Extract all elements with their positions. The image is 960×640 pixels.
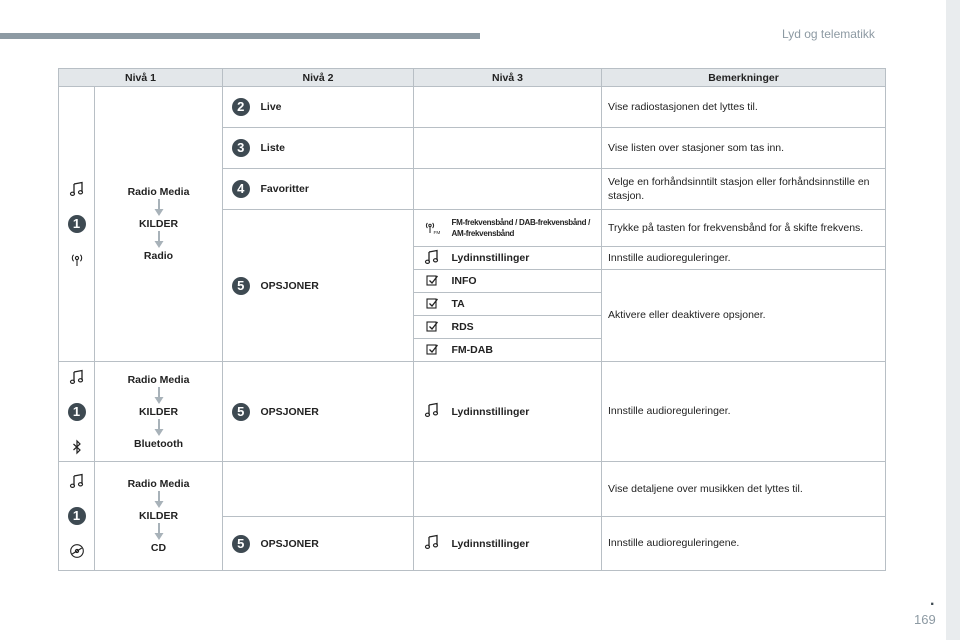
level2-opsjoner: OPSJONER	[259, 210, 414, 362]
header-level-3: Nivå 3	[414, 69, 602, 87]
table-header-row	[59, 69, 886, 87]
flow-bluetooth: Bluetooth	[134, 437, 183, 450]
flow-radio-media: Radio Media	[127, 373, 190, 386]
music-note-icon	[69, 181, 85, 197]
bluetooth-flow	[95, 362, 223, 462]
level3-info: INFO	[450, 270, 602, 293]
badge-5: 5	[232, 535, 250, 553]
table-row	[59, 87, 886, 128]
cd-level1-icons	[59, 462, 95, 571]
music-note-icon	[424, 402, 440, 418]
page-number: 169	[914, 612, 936, 627]
arrow-down-icon	[153, 387, 165, 405]
footer-marker: .	[930, 592, 935, 609]
bluetooth-icon	[69, 439, 85, 455]
note-cd-details: Vise detaljene over musikken det lyttes til.	[602, 462, 886, 517]
level3-lydinnstillinger: Lydinnstillinger	[450, 517, 602, 571]
cd-icon	[69, 543, 85, 559]
flow-radio: Radio	[143, 250, 174, 262]
level2-favoritter: Favoritter	[259, 169, 414, 210]
header-remarks: Bemerkninger	[602, 69, 886, 87]
note-live: Vise radiostasjonen det lyttes til.	[602, 87, 886, 128]
table-row	[59, 362, 886, 462]
flow-radio-media: Radio Media	[127, 186, 190, 198]
flow-kilder: KILDER	[138, 510, 179, 522]
level3-fm-dab: FM-DAB	[450, 339, 602, 362]
arrow-down-icon	[153, 231, 165, 249]
section-title: Lyd og telematikk	[782, 27, 875, 41]
badge-4: 4	[232, 180, 250, 198]
checkbox-icon	[425, 342, 439, 356]
level2-live: Live	[259, 87, 414, 128]
level2-opsjoner: OPSJONER	[259, 517, 414, 571]
radio-flow	[95, 87, 223, 362]
flow-kilder: KILDER	[138, 405, 179, 418]
level3-ta: TA	[450, 293, 602, 316]
level3-lydinnstillinger: Lydinnstillinger	[450, 362, 602, 462]
badge-3: 3	[232, 139, 250, 157]
bluetooth-level1-icons	[59, 362, 95, 462]
music-note-icon	[424, 534, 440, 550]
note-cd: Innstille audioreguleringene.	[602, 517, 886, 571]
music-note-icon	[424, 249, 440, 265]
badge-5: 5	[232, 403, 250, 421]
badge-1: 1	[68, 403, 86, 421]
level2-liste: Liste	[259, 128, 414, 169]
level2-opsjoner: OPSJONER	[259, 362, 414, 462]
level3-rds: RDS	[450, 316, 602, 339]
note-frequency-band: Trykke på tasten for frekvensbånd for å skifte frekvens.	[602, 210, 886, 247]
note-liste: Vise listen over stasjoner som tas inn.	[602, 128, 886, 169]
flow-cd: CD	[150, 542, 167, 554]
note-bluetooth: Innstille audioreguleringer.	[602, 362, 886, 462]
level3-lydinnstillinger: Lydinnstillinger	[450, 247, 602, 270]
badge-2: 2	[232, 98, 250, 116]
arrow-down-icon	[153, 199, 165, 217]
fm-antenna-icon	[423, 219, 441, 235]
table-row	[59, 462, 886, 517]
badge-1: 1	[68, 215, 86, 233]
arrow-down-icon	[153, 419, 165, 437]
cd-flow	[95, 462, 223, 571]
header-level-1: Nivå 1	[59, 69, 223, 87]
music-note-icon	[69, 369, 85, 385]
menu-structure-table	[58, 68, 886, 571]
badge-5: 5	[232, 277, 250, 295]
header-level-2: Nivå 2	[223, 69, 414, 87]
note-favoritter: Velge en forhåndsinntilt stasjon eller forhåndsinnstille en stasjon.	[602, 169, 886, 210]
level3-frequency-band: FM-frekvensbånd / DAB-frekvensbånd / AM-frekvensbånd	[450, 210, 602, 247]
radio-tower-icon	[69, 251, 85, 267]
checkbox-icon	[425, 273, 439, 287]
checkbox-icon	[425, 319, 439, 333]
checkbox-icon	[425, 296, 439, 310]
page-edge-stripe	[946, 0, 960, 640]
flow-kilder: KILDER	[138, 218, 179, 230]
arrow-down-icon	[153, 523, 165, 541]
header-accent-bar	[0, 33, 480, 39]
music-note-icon	[69, 473, 85, 489]
note-options: Aktivere eller deaktivere opsjoner.	[602, 270, 886, 362]
badge-1: 1	[68, 507, 86, 525]
flow-radio-media: Radio Media	[127, 478, 190, 490]
arrow-down-icon	[153, 491, 165, 509]
radio-level1-icons	[59, 87, 95, 362]
note-lydinnstillinger: Innstille audioreguleringer.	[602, 247, 886, 270]
